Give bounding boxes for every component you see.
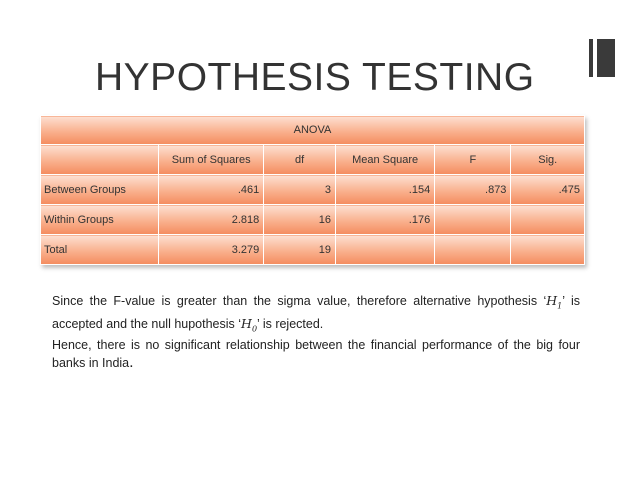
table-cell: .461	[159, 175, 264, 205]
slide-title: HYPOTHESIS TESTING	[95, 56, 535, 99]
table-cell	[435, 205, 511, 235]
h0-variable: H	[241, 315, 252, 331]
table-cell: 19	[264, 235, 336, 265]
row-label: Between Groups	[41, 175, 159, 205]
conclusion-paragraph-1	[52, 292, 580, 337]
conclusion-text-mid: ’ is accepted and the null hupothesis ‘	[52, 294, 580, 331]
table-cell: .176	[335, 205, 434, 235]
quote-open: ‘	[543, 294, 547, 308]
table-row	[41, 205, 585, 235]
table-cell	[435, 235, 511, 265]
h0-symbol	[241, 316, 257, 331]
table-cell: .873	[435, 175, 511, 205]
table-cell	[511, 235, 585, 265]
table-cell: 16	[264, 205, 336, 235]
row-label: Total	[41, 235, 159, 265]
header-cell	[41, 145, 159, 175]
table-cell	[335, 235, 434, 265]
anova-table	[40, 115, 585, 265]
h0-subscript: 0	[251, 324, 258, 333]
h1-symbol	[546, 293, 563, 311]
header-cell: Mean Square	[335, 145, 434, 175]
decorative-bar-thin	[589, 39, 593, 77]
table-cell: .475	[511, 175, 585, 205]
h1-subscript: 1	[557, 301, 563, 311]
header-cell: df	[264, 145, 336, 175]
conclusion-line-1: Since the F-value is greater than the sigma value, therefore alternative hypothesis	[52, 294, 538, 308]
table-row	[41, 175, 585, 205]
table-caption: ANOVA	[41, 116, 585, 145]
table-caption-row	[41, 116, 585, 145]
h1-variable: H	[546, 293, 558, 308]
row-label: Within Groups	[41, 205, 159, 235]
conclusion-text-end: ’ is rejected.	[257, 316, 324, 331]
conclusion-line-2: Hence, there is no significant relationship between the financial performance of the big four banks in India	[52, 338, 580, 370]
table-cell	[511, 205, 585, 235]
decorative-bar-thick	[597, 39, 615, 77]
conclusion-text	[52, 292, 580, 372]
table-cell: 3.279	[159, 235, 264, 265]
table-cell: .154	[335, 175, 434, 205]
conclusion-paragraph-2	[52, 337, 580, 372]
header-cell: Sum of Squares	[159, 145, 264, 175]
table-cell: 3	[264, 175, 336, 205]
table-header-row	[41, 145, 585, 175]
header-cell: F	[435, 145, 511, 175]
header-cell: Sig.	[511, 145, 585, 175]
table-cell: 2.818	[159, 205, 264, 235]
final-period: .	[129, 354, 134, 371]
table-row	[41, 235, 585, 265]
